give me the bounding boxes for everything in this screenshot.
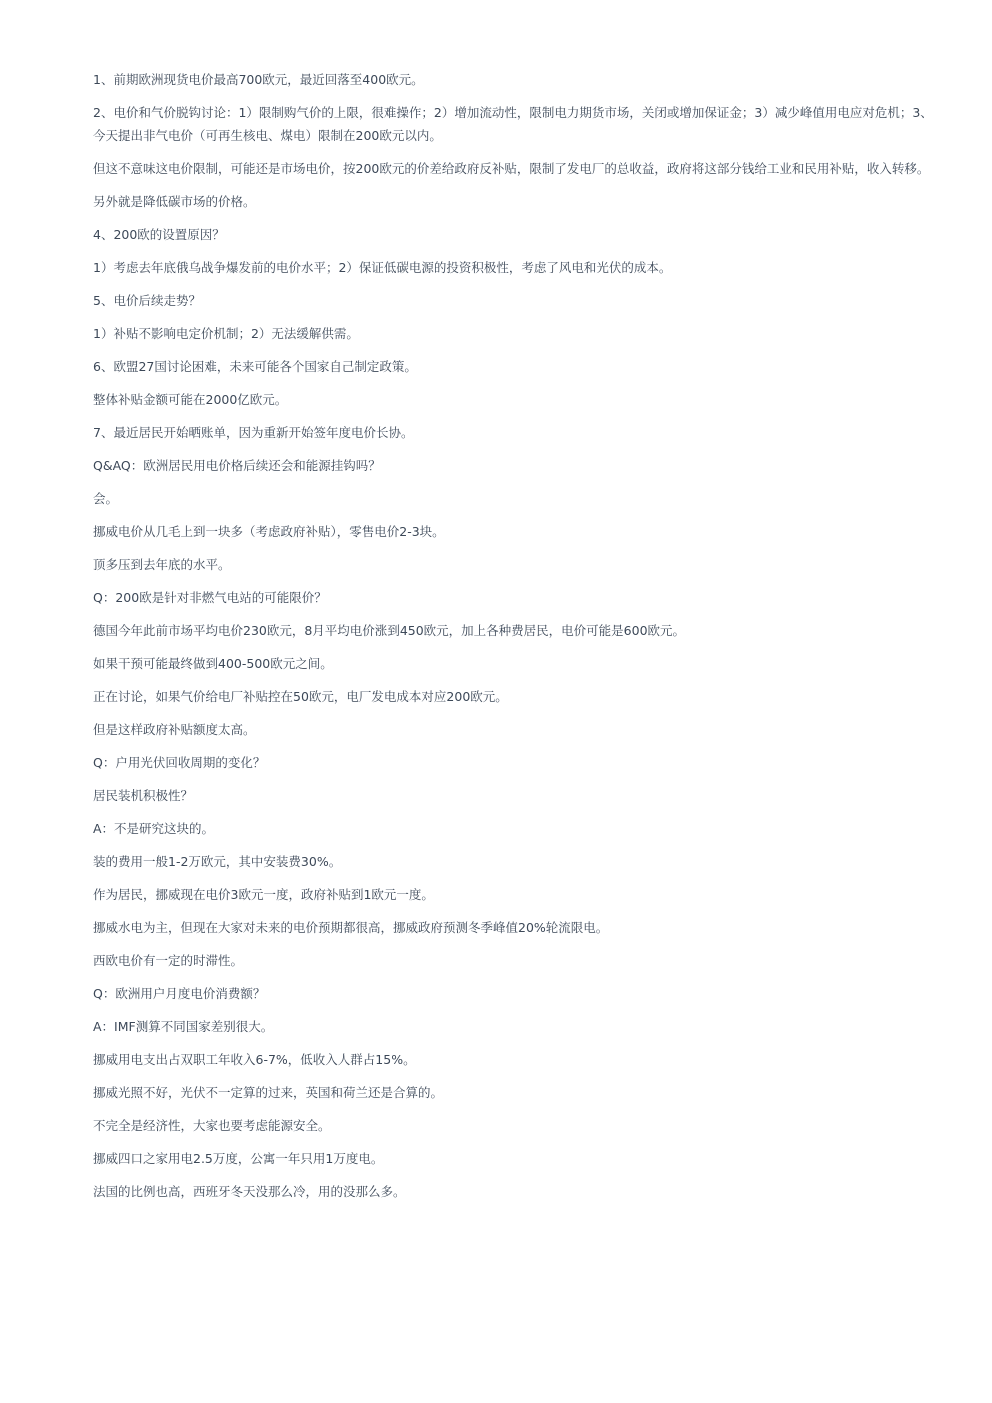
paragraph: 1）补贴不影响电定价机制；2）无法缓解供需。 bbox=[93, 326, 359, 341]
paragraph: 2、电价和气价脱钩讨论：1）限制购气价的上限，很难操作；2）增加流动性，限制电力期货市场，关闭或增加保证金；3）减少峰值用电应对危机；3、今天提出非气电价（可再生核电、煤电）限制在200欧元以内。 bbox=[93, 105, 933, 143]
paragraph: A：不是研究这块的。 bbox=[93, 821, 215, 836]
paragraph: 德国今年此前市场平均电价230欧元，8月平均电价涨到450欧元，加上各种费居民，电价可能是600欧元。 bbox=[93, 623, 686, 638]
paragraph: 西欧电价有一定的时滞性。 bbox=[93, 953, 244, 968]
paragraph: 4、200欧的设置原因？ bbox=[93, 227, 225, 242]
paragraph: 挪威电价从几毛上到一块多（考虑政府补贴），零售电价2-3块。 bbox=[93, 524, 445, 539]
document-body bbox=[93, 68, 943, 1213]
paragraph: 挪威光照不好，光伏不一定算的过来，英国和荷兰还是合算的。 bbox=[93, 1085, 444, 1100]
paragraph: 会。 bbox=[93, 491, 119, 506]
paragraph: 装的费用一般1-2万欧元，其中安装费30%。 bbox=[93, 854, 342, 869]
paragraph: 但是这样政府补贴额度太高。 bbox=[93, 722, 256, 737]
paragraph: 顶多压到去年底的水平。 bbox=[93, 557, 231, 572]
paragraph: A：IMF测算不同国家差别很大。 bbox=[93, 1019, 274, 1034]
paragraph: 整体补贴金额可能在2000亿欧元。 bbox=[93, 392, 288, 407]
paragraph: Q：200欧是针对非燃气电站的可能限价？ bbox=[93, 590, 327, 605]
paragraph: Q&AQ：欧洲居民用电价格后续还会和能源挂钩吗？ bbox=[93, 458, 381, 473]
paragraph: 挪威水电为主，但现在大家对未来的电价预期都很高，挪威政府预测冬季峰值20%轮流限电。 bbox=[93, 920, 609, 935]
paragraph: 6、欧盟27国讨论困难，未来可能各个国家自己制定政策。 bbox=[93, 359, 417, 374]
paragraph: 5、电价后续走势？ bbox=[93, 293, 201, 308]
paragraph: 但这不意味这电价限制，可能还是市场电价，按200欧元的价差给政府反补贴，限制了发电厂的总收益，政府将这部分钱给工业和民用补贴，收入转移。 bbox=[93, 161, 930, 176]
paragraph: 居民装机积极性？ bbox=[93, 788, 194, 803]
paragraph: 1）考虑去年底俄乌战争爆发前的电价水平；2）保证低碳电源的投资积极性，考虑了风电和光伏的成本。 bbox=[93, 260, 672, 275]
paragraph: 挪威四口之家用电2.5万度，公寓一年只用1万度电。 bbox=[93, 1151, 384, 1166]
paragraph: Q：户用光伏回收周期的变化？ bbox=[93, 755, 266, 770]
paragraph: 7、最近居民开始晒账单，因为重新开始签年度电价长协。 bbox=[93, 425, 414, 440]
paragraph: 不完全是经济性，大家也要考虑能源安全。 bbox=[93, 1118, 331, 1133]
paragraph: 正在讨论，如果气价给电厂补贴控在50欧元，电厂发电成本对应200欧元。 bbox=[93, 689, 508, 704]
paragraph: 挪威用电支出占双职工年收入6-7%，低收入人群占15%。 bbox=[93, 1052, 416, 1067]
paragraph: 1、前期欧洲现货电价最高700欧元，最近回落至400欧元。 bbox=[93, 72, 424, 87]
paragraph: 法国的比例也高，西班牙冬天没那么冷，用的没那么多。 bbox=[93, 1184, 406, 1199]
paragraph: 另外就是降低碳市场的价格。 bbox=[93, 194, 256, 209]
paragraph: 作为居民，挪威现在电价3欧元一度，政府补贴到1欧元一度。 bbox=[93, 887, 434, 902]
paragraph: 如果干预可能最终做到400-500欧元之间。 bbox=[93, 656, 333, 671]
paragraph: Q：欧洲用户月度电价消费额？ bbox=[93, 986, 266, 1001]
